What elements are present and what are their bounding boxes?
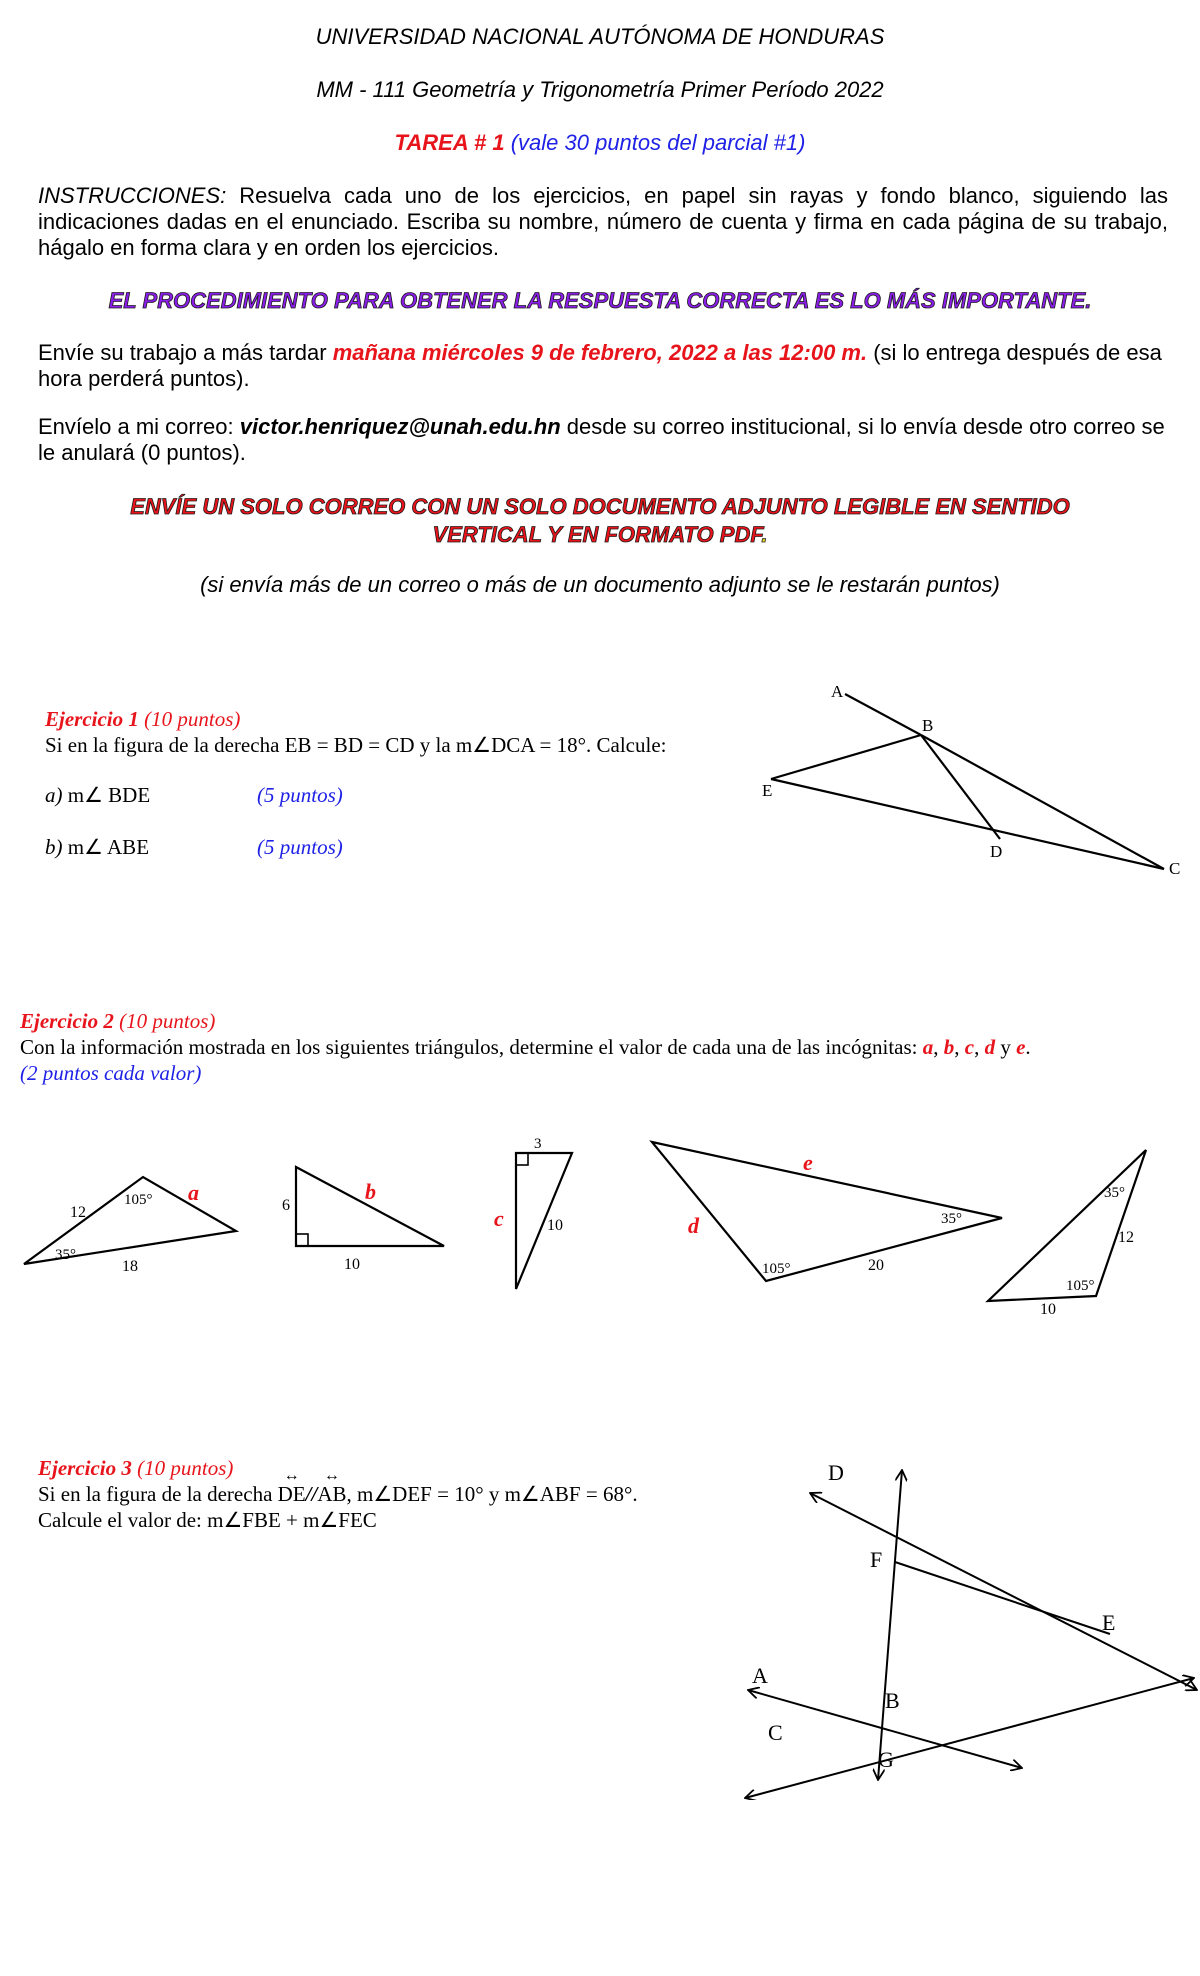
ej2-sep1: , bbox=[933, 1035, 944, 1059]
ej1-a-points: (5 puntos) bbox=[257, 783, 343, 807]
ej1-part-b bbox=[45, 834, 765, 860]
instructions-text: Resuelva cada uno de los ejercicios, en papel sin rayas y fondo blanco, siguiendo las indicaciones dadas en el enunciado. Escriba su nombre, número de cuenta y firma en cada página de su trabajo, hágalo en forma clara y en orden los ejercicios. bbox=[38, 183, 1168, 260]
ej1-statement bbox=[45, 732, 765, 758]
ej2-var-a: a bbox=[922, 1035, 934, 1059]
ej2-points: (10 puntos) bbox=[119, 1009, 216, 1033]
t2-side-10: 10 bbox=[344, 1256, 360, 1273]
ej3-title: Ejercicio 3 bbox=[38, 1456, 132, 1480]
line-ab bbox=[317, 1467, 347, 1507]
ej2-var-d: d bbox=[984, 1035, 996, 1059]
ej2-var-c: c bbox=[964, 1035, 975, 1059]
ej2-statement bbox=[20, 1034, 1190, 1060]
ej2-statement-text: Con la información mostrada en los siguientes triángulos, determine el valor de cada una de las incógnitas: bbox=[20, 1035, 923, 1059]
ej2-heading bbox=[20, 1008, 1190, 1034]
angle-icon: ∠ bbox=[84, 783, 103, 807]
ej2-figures bbox=[0, 1130, 1200, 1330]
penalty-note: (si envía más de un correo o más de un documento adjunto se le restarán puntos) bbox=[200, 572, 1000, 597]
ej3-calc-text: Calcule el valor de: m bbox=[38, 1508, 224, 1532]
ej1-b-label: b) bbox=[45, 835, 63, 859]
ej3-fbe: FBE + m bbox=[242, 1508, 320, 1532]
ej1-statement-a: Si en la figura de la derecha EB = BD = CD y la m bbox=[45, 733, 473, 757]
t4-var-d: d bbox=[688, 1213, 699, 1238]
ej2-points-each: (2 puntos cada valor) bbox=[20, 1061, 202, 1085]
t1-angle-35: 35° bbox=[55, 1247, 76, 1263]
ej3-def: DEF = 10° y m bbox=[392, 1482, 521, 1506]
ray-ab bbox=[845, 694, 921, 735]
ej2-end: . bbox=[1025, 1035, 1031, 1059]
angle-icon: ∠ bbox=[472, 733, 492, 757]
segment-fe bbox=[895, 1562, 1110, 1634]
t5-side-10: 10 bbox=[1040, 1301, 1056, 1318]
t5-angle-35: 35° bbox=[1104, 1185, 1125, 1201]
ej3-calc bbox=[38, 1507, 758, 1533]
email-address: victor.henriquez@unah.edu.hn bbox=[239, 414, 561, 439]
t4-angle-105: 105° bbox=[762, 1261, 791, 1277]
parallel-symbol: // bbox=[305, 1482, 318, 1506]
label-e: E bbox=[1102, 1610, 1116, 1635]
deadline-paragraph bbox=[38, 340, 1168, 392]
angle-icon: ∠ bbox=[319, 1508, 339, 1532]
t3-side-10: 10 bbox=[547, 1217, 563, 1234]
line-ab-label: AB bbox=[317, 1482, 347, 1506]
ej3-statement-b: , m bbox=[346, 1482, 374, 1506]
banner2-period: . bbox=[761, 522, 768, 547]
ej1-b-m: m bbox=[67, 835, 85, 859]
ej2-title: Ejercicio 2 bbox=[20, 1009, 114, 1033]
label-b: B bbox=[922, 716, 934, 735]
double-arrow-icon: ↔ bbox=[283, 1467, 300, 1484]
ej1-statement-b: DCA = 18°. Calcule: bbox=[491, 733, 667, 757]
ej1-points: (10 puntos) bbox=[144, 707, 241, 731]
ej1-part-a bbox=[45, 782, 765, 808]
label-d: D bbox=[828, 1460, 844, 1485]
ej1-b-text: ABE bbox=[107, 835, 150, 859]
line-ab-drawn bbox=[745, 1678, 1194, 1798]
line-de-label: DE bbox=[277, 1482, 306, 1506]
banner2-line2: VERTICAL Y EN FORMATO PDF bbox=[432, 522, 762, 547]
ej1-a-text: BDE bbox=[108, 783, 151, 807]
ej2-and: y bbox=[995, 1035, 1017, 1059]
ej3-abf: ABF = 68°. bbox=[539, 1482, 638, 1506]
deadline-date: mañana miércoles 9 de febrero, 2022 a las 12:00 m. bbox=[332, 340, 868, 365]
procedure-banner: EL PROCEDIMIENTO PARA OBTENER LA RESPUESTA CORRECTA ES LO MÁS IMPORTANTE. bbox=[108, 288, 1092, 313]
exercise-1 bbox=[45, 706, 765, 860]
ej1-figure bbox=[760, 680, 1200, 880]
label-c: C bbox=[768, 1720, 783, 1745]
triangle-3 bbox=[516, 1153, 572, 1289]
angle-icon: ∠ bbox=[223, 1508, 243, 1532]
t5-side-12: 12 bbox=[1118, 1229, 1134, 1246]
angle-icon: ∠ bbox=[373, 1482, 393, 1506]
t3-var-c: c bbox=[494, 1206, 504, 1231]
t3-side-3: 3 bbox=[534, 1136, 542, 1152]
t5-angle-105: 105° bbox=[1066, 1278, 1095, 1294]
exercise-2 bbox=[20, 1008, 1190, 1086]
label-a: A bbox=[831, 682, 844, 701]
ej2-var-e: e bbox=[1016, 1035, 1026, 1059]
t2-side-6: 6 bbox=[282, 1197, 290, 1214]
label-e: E bbox=[762, 781, 773, 800]
banner2-line2-wrap bbox=[0, 521, 1200, 549]
ej1-a-label: a) bbox=[45, 783, 63, 807]
ej1-b-points: (5 puntos) bbox=[257, 835, 343, 859]
single-email-banner bbox=[0, 493, 1200, 549]
label-b: B bbox=[885, 1688, 900, 1713]
ej1-title: Ejercicio 1 bbox=[45, 707, 139, 731]
course-title: MM - 111 Geometría y Trigonometría Primer Período 2022 bbox=[316, 77, 884, 102]
t2-var-b: b bbox=[365, 1179, 376, 1204]
instructions-label: INSTRUCCIONES: bbox=[38, 183, 227, 208]
email-prefix: Envíelo a mi correo: bbox=[38, 414, 240, 439]
label-d: D bbox=[990, 842, 1003, 861]
email-suffix: desde su correo institucional, si lo envía desde otro correo se le anulará (0 puntos). bbox=[38, 414, 1165, 465]
t4-var-e: e bbox=[803, 1150, 813, 1175]
banner2-line1: ENVÍE UN SOLO CORREO CON UN SOLO DOCUMENTO ADJUNTO LEGIBLE EN SENTIDO bbox=[130, 494, 1070, 519]
t1-var-a: a bbox=[188, 1180, 199, 1205]
label-c: C bbox=[1169, 859, 1181, 878]
t4-side-20: 20 bbox=[868, 1257, 884, 1274]
assignment-title bbox=[0, 130, 1200, 156]
segment-be bbox=[771, 735, 921, 779]
university-name: UNIVERSIDAD NACIONAL AUTÓNOMA DE HONDURAS bbox=[315, 24, 885, 49]
segment-bc bbox=[921, 735, 1164, 869]
exercise-3 bbox=[38, 1455, 758, 1533]
angle-icon: ∠ bbox=[84, 835, 103, 859]
ej2-var-b: b bbox=[943, 1035, 955, 1059]
ej3-points: (10 puntos) bbox=[137, 1456, 234, 1480]
ej3-heading bbox=[38, 1455, 758, 1484]
ej3-statement-a: Si en la figura de la derecha bbox=[38, 1482, 278, 1506]
ej1-heading bbox=[45, 706, 765, 732]
tarea-value: (vale 30 puntos del parcial #1) bbox=[510, 130, 806, 155]
ej2-sep3: , bbox=[974, 1035, 985, 1059]
ej3-figure bbox=[720, 1440, 1200, 1800]
line-de-drawn bbox=[810, 1493, 1197, 1690]
double-arrow-icon: ↔ bbox=[323, 1467, 340, 1484]
ej3-fec: FEC bbox=[338, 1508, 377, 1532]
ej1-a-m: m bbox=[67, 783, 85, 807]
deadline-prefix: Envíe su trabajo a más tardar bbox=[38, 340, 333, 365]
label-a: A bbox=[752, 1663, 768, 1688]
email-paragraph bbox=[38, 414, 1168, 466]
ej2-sep2: , bbox=[954, 1035, 965, 1059]
t1-angle-105: 105° bbox=[124, 1192, 153, 1208]
t1-side-18: 18 bbox=[122, 1258, 138, 1275]
right-angle-icon bbox=[296, 1234, 308, 1246]
line-de bbox=[277, 1467, 306, 1507]
deadline-suffix: (si lo entrega después de esa hora perderá puntos). bbox=[38, 340, 1162, 391]
angle-icon: ∠ bbox=[520, 1482, 540, 1506]
label-g: G bbox=[878, 1747, 894, 1772]
t1-side-12: 12 bbox=[70, 1204, 86, 1221]
instructions bbox=[38, 183, 1168, 261]
label-f: F bbox=[870, 1547, 883, 1572]
right-angle-icon bbox=[516, 1153, 528, 1165]
tarea-label: TAREA # 1 bbox=[394, 130, 505, 155]
segment-ec bbox=[771, 779, 1164, 869]
t4-angle-35: 35° bbox=[941, 1211, 962, 1227]
